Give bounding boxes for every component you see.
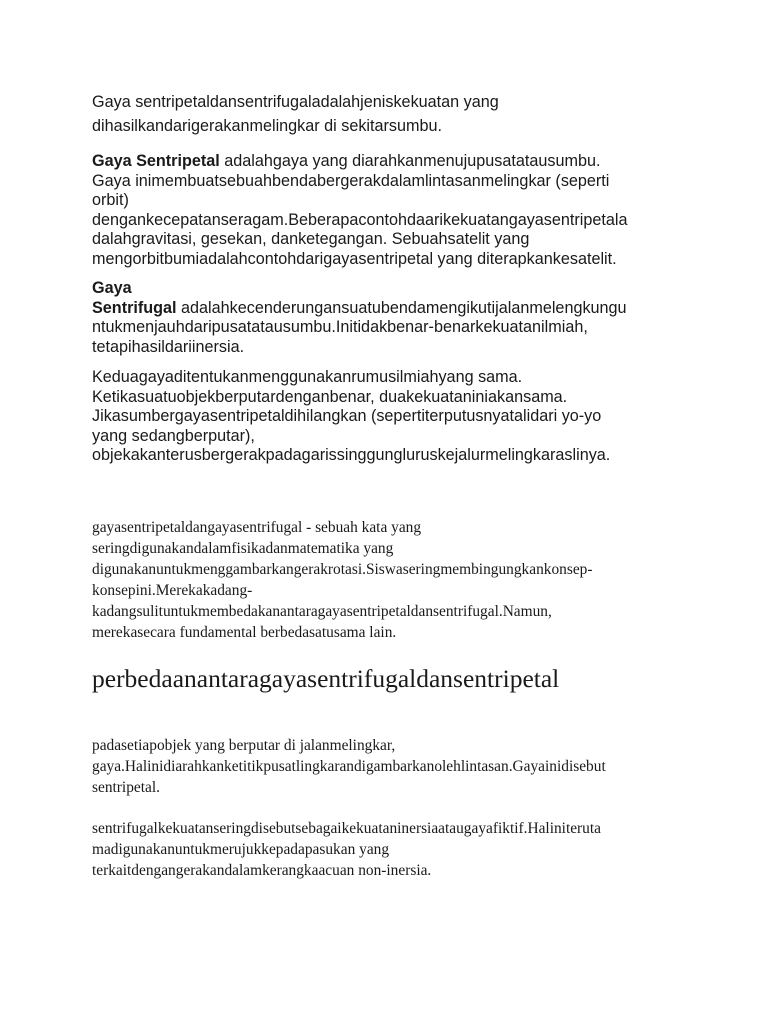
intro-paragraph: Gaya sentripetaldansentrifugaladalahjeniskekuatan yang dihasilkandarigerakanmelingkar di sekitarsumbu. bbox=[92, 93, 499, 135]
centripetal-paragraph bbox=[92, 152, 692, 269]
serif-intro-paragraph: gayasentripetaldangayasentrifugal - sebuah kata yang seringdigunakandalamfisikadanmatematika yang digunakanuntukmenggambarkangerakrotasi.Siswaseringmembingungkankonsep- konsepini.Merekakadang- kadangsulituntukmembedakanantaragayasentripetaldansentrifugal.Namun, merekasecara fundamental berbedasatusama lain. bbox=[92, 518, 593, 641]
centrifugal-term: Gaya Sentrifugal bbox=[92, 279, 177, 317]
centripetal-explanation: padasetiapobjek yang berputar di jalanmelingkar, gaya.Halinidiarahkanketitikpusatlingkarandigambarkanolehlintasan.Gayainidisebut sentripetal. bbox=[92, 736, 606, 796]
centrifugal-paragraph bbox=[92, 279, 692, 357]
centrifugal-explanation: sentrifugalkekuatanseringdisebutsebagaikekuataninersiaataugayafiktif.Haliniteruta madigunakanuntukmerujukkepadapasukan yang terkaitdengangerakandalamkerangkaacuan non-inersia. bbox=[92, 819, 601, 879]
document-page bbox=[92, 90, 692, 881]
centripetal-definition: adalahgaya yang diarahkanmenujupusatatausumbu. Gaya inimembuatsebuahbendabergerakdalamlintasanmelingkar (seperti orbit) dengankecepatanseragam.Beberapacontohdaarikekuatangayasentripetala dalahgravitasi, gesekan, danketegangan. Sebuahsatelit yang mengorbitbumiadalahcontohdarigayasentripetal yang diterapkankesatelit. bbox=[92, 152, 628, 268]
comparison-paragraph: Keduagayaditentukanmenggunakanrumusilmiahyang sama. Ketikasuatuobjekberputardenganbenar, duakekuataniniakansama. Jikasumbergayasentripetaldihilangkan (sepertiterputusnyatalidari yo-yo yang sedangberputar), objekakanterusbergerakpadagarissinggungluruskejalurmelingkaraslinya. bbox=[92, 368, 611, 464]
section-heading: perbedaanantaragayasentrifugaldansentripetal bbox=[92, 663, 560, 693]
centrifugal-definition: adalahkecenderungansuatubendamengikutijalanmelengkungu ntukmenjauhdaripusatatausumbu.Initidakbenar-benarkekuatanilmiah, tetapihasildariinersia. bbox=[92, 298, 627, 356]
centripetal-term: Gaya Sentripetal bbox=[92, 152, 220, 170]
